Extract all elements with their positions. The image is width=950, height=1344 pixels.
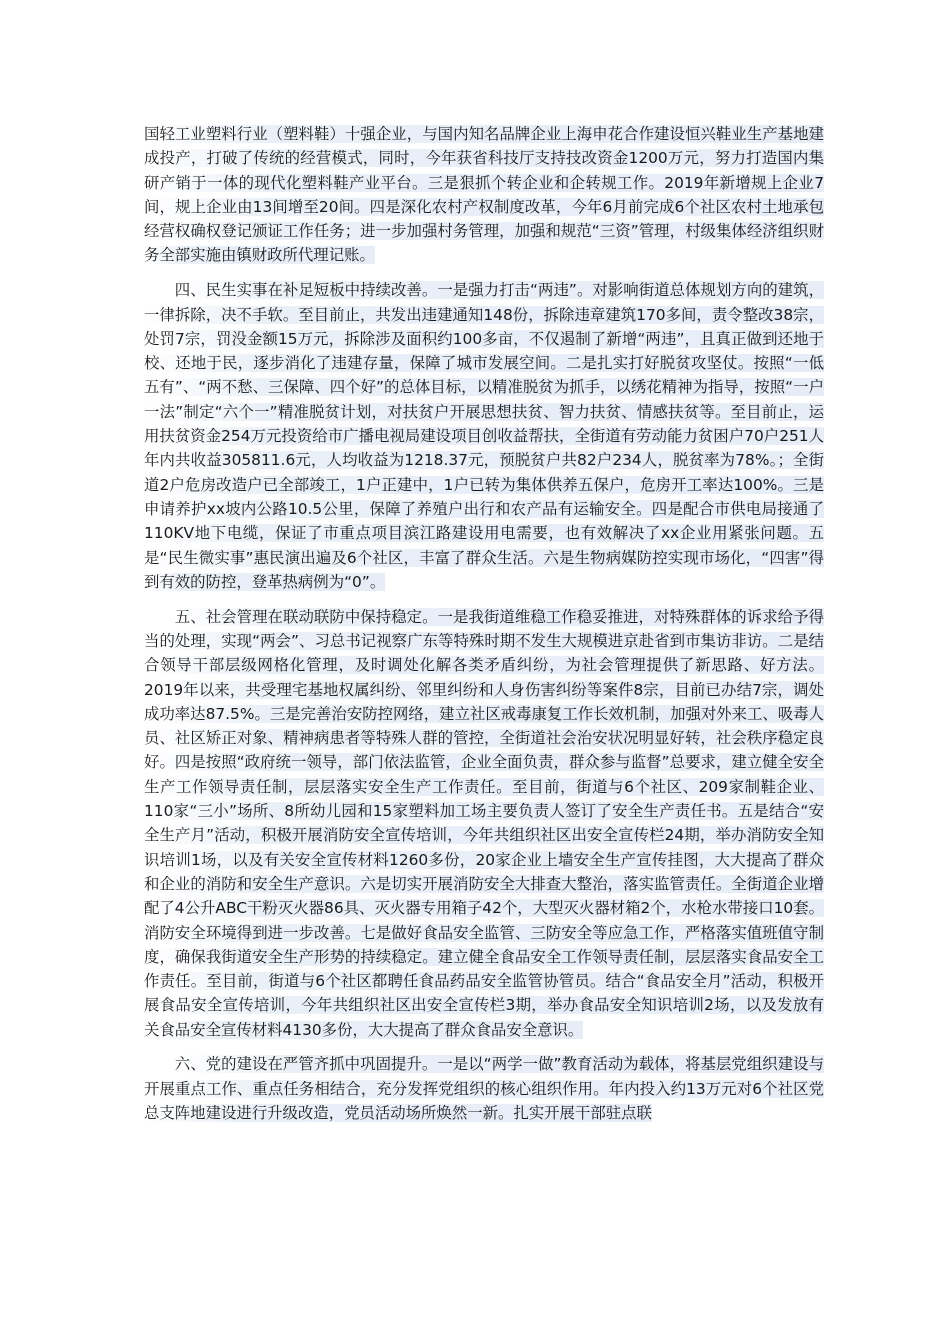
paragraph-text: 四、民生实事在补足短板中持续改善。一是强力打击“两违”。对影响街道总体规划方向的建筑，一律拆除，决不手软。至目前止，共发出违建通知148份，拆除违章建筑170多间，责令整改38宗，处罚7宗，罚没金额15万元，拆除涉及面积约100多亩，不仅遏制了新增“两违”，且真正做到还地于校、还地于民，逐步消化了违建存量，保障了城市发展空间。二是扎实打好脱贫攻坚仗。按照“一低五有”、“两不愁、三保障、四个好”的总体目标，以精准脱贫为抓手，以绣花精神为指导，按照“一户一法”制定“六个一”精准脱贫计划，对扶贫户开展思想扶贫、智力扶贫、情感扶贫等。至目前止，运用扶贫资金254万元投资给市广播电视局建设项目创收益帮扶，全街道有劳动能力贫困户70户251人年内共收益305811.6元，人均收益为1218.37元，预脱贫户共82户234人，脱贫率为78%。；全街道2户危房改造户已全部竣工，1户正建中，1户已转为集体供养五保户，危房开工率达100%。三是申请养护xx坡内公路10.5公里，保障了养殖户出行和农产品有运输安全。四是配合市供电局接通了110KV地下电缆，保证了市重点项目滨江路建设用电需要，也有效解决了xx企业用紧张问题。五是“民生微实事”惠民演出遍及6个社区，丰富了群众生活。六是生物病媒防控实现市场化，“四害”得到有效的防控，登革热病例为“0”。: [144, 281, 824, 591]
paragraph-text: 国轻工业塑料行业（塑料鞋）十强企业，与国内知名品牌企业上海申花合作建设恒兴鞋业生产基地建成投产，打破了传统的经营模式，同时，今年获省科技厅支持技改资金1200万元，努力打造国内集研产销于一体的现代化塑料鞋产业平台。三是狠抓个转企业和企转规工作。2019年新增规上企业7间，规上企业由13间增至20间。四是深化农村产权制度改革，今年6月前完成6个社区农村土地承包经营权确权登记颁证工作任务；进一步加强村务管理，加强和规范“三资”管理，村级集体经济组织财务全部实施由镇财政所代理记账。: [144, 125, 824, 265]
document-body: [144, 122, 824, 1136]
paragraph-text: 五、社会管理在联动联防中保持稳定。一是我街道维稳工作稳妥推进，对特殊群体的诉求给予得当的处理，实现“两会”、习总书记视察广东等特殊时期不发生大规模进京赴省到市集访非访。二是结合领导干部层级网格化管理，及时调处化解各类矛盾纠纷，为社会管理提供了新思路、好方法。2019年以来，共受理宅基地权属纠纷、邻里纠纷和人身伤害纠纷等案件8宗，目前已办结7宗，调处成功率达87.5%。三是完善治安防控网络，建立社区戒毒康复工作长效机制，加强对外来工、吸毒人员、社区矫正对象、精神病患者等特殊人群的管控，全街道社会治安状况明显好转，社会秩序稳定良好。四是按照“政府统一领导，部门依法监管，企业全面负责，群众参与监督”总要求，建立健全安全生产工作领导责任制，层层落实安全生产工作责任。至目前，街道与6个社区、209家制鞋企业、110家“三小”场所、8所幼儿园和15家塑料加工场主要负责人签订了安全生产责任书。五是结合“安全生产月”活动，积极开展消防安全宣传培训，今年共组织社区出安全宣传栏24期，举办消防安全知识培训1场，以及有关安全宣传材料1260多份，20家企业上墙安全生产宣传挂图，大大提高了群众和企业的消防和安全生产意识。六是切实开展消防安全大排查大整治，落实监管责任。全街道企业增配了4公升ABC干粉灭火器86具、灭火器专用箱子42个，大型灭火器材箱2个，水枪水带接口10套。消防安全环境得到进一步改善。七是做好食品安全监管、三防安全等应急工作，严格落实值班值守制度，确保我街道安全生产形势的持续稳定。建立健全食品安全工作领导责任制，层层落实食品安全工作责任。至目前，街道与6个社区都聘任食品药品安全监管协管员。结合“食品安全月”活动，积极开展食品安全宣传培训，今年共组织社区出安全宣传栏3期，举办食品安全知识培训2场，以及发放有关食品安全宣传材料4130多份，大大提高了群众食品安全意识。: [144, 607, 824, 1039]
paragraph-section-6-party-building: [144, 1052, 824, 1125]
paragraph-continued: [144, 122, 824, 268]
paragraph-section-4-livelihood: [144, 278, 824, 594]
paragraph-section-5-social-management: [144, 605, 824, 1042]
paragraph-text: 六、党的建设在严管齐抓中巩固提升。一是以“两学一做”教育活动为载体，将基层党组织建设与开展重点工作、重点任务相结合，充分发挥党组织的核心组织作用。年内投入约13万元对6个社区党总支阵地建设进行升级改造，党员活动场所焕然一新。扎实开展干部驻点联: [144, 1055, 824, 1123]
